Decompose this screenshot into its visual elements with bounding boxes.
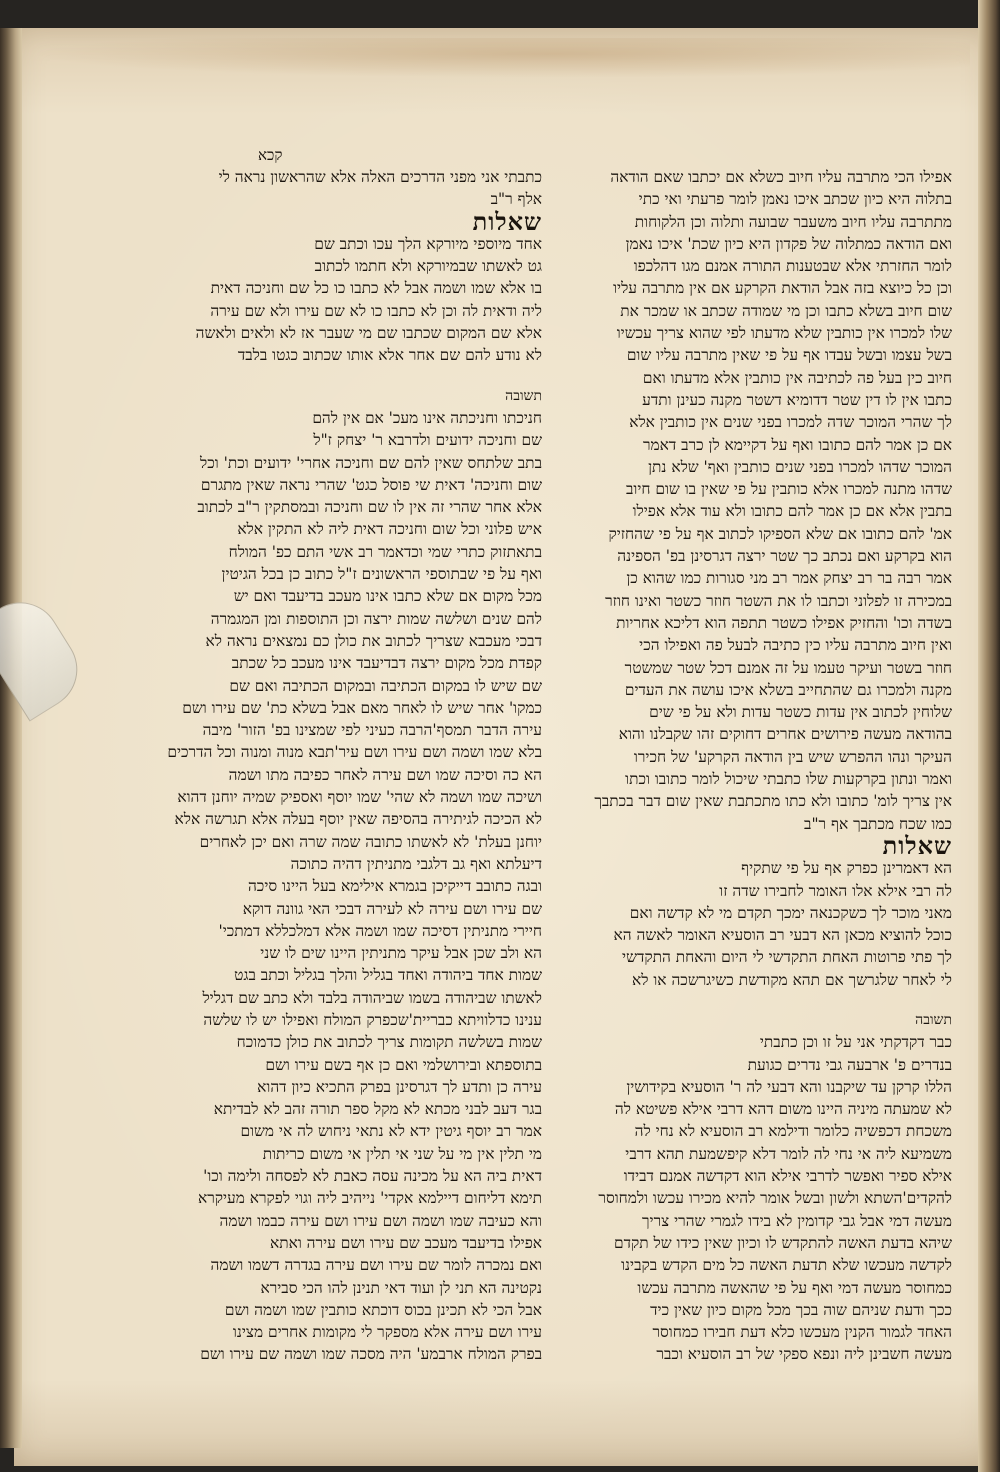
text-line: לך פתי פרוטות האחת התקדשי לי היום והאחת התקדשי bbox=[622, 948, 952, 967]
text-line: עירו ושם עירה אלא מספקר לי מקומות אחרים מצינו bbox=[232, 1323, 542, 1342]
text-line: מעשה חשבינן ליה ונפא ספקי של רב הוסעיא וכבר bbox=[656, 1345, 952, 1364]
text-line: חיירי מתניתין דסיכה שמו ושמה אלא דמלכללא דמתכי' bbox=[218, 921, 542, 940]
text-line: לאשתו שביהודה בשמו שביהודה בלבד ולא כתב שם דגליל bbox=[202, 988, 542, 1007]
text-line: חניכתו וחניכתה אינו מעכ' אם אין להם bbox=[312, 408, 542, 427]
text-line: קפדת מכל מקום ירצה דבדיעבד אינו מעכב כל שכתב bbox=[231, 654, 542, 673]
text-line: אפילו הכי מתרבה עליו חיוב כשלא אם יכתבו שאם הודאה bbox=[610, 168, 952, 186]
text-line: בתוספתא ובירושלמי ואם כן אף בשם עירו ושם bbox=[265, 1055, 542, 1074]
folio-number: קכא bbox=[258, 146, 283, 164]
text-line: אחד מיוספי מיורקא הלך עכו וכתב שם bbox=[314, 234, 542, 253]
text-line: ליה ודאית לה וכן לא כתבו כו לא שם עירו ולא שם עירה bbox=[210, 301, 542, 320]
text-line: בתבין אלא אם כן אמר להם כתובו ולא עוד אלא אפילו bbox=[632, 502, 952, 521]
text-line: בהודאה מעשה פירושים אחרים דחוקים זהו שקבלנו והוא bbox=[618, 725, 952, 744]
text-line: דאית ביה הא על מכינה עסה כאבת לא לפסחה ולימה וכו' bbox=[203, 1167, 542, 1186]
text-line: גט לאשתו שבמיורקא ולא חתמו לכתוב bbox=[314, 257, 542, 276]
text-line: דיעלתא ואף גב דלגבי מתניתין דהיה כתוכה bbox=[290, 854, 542, 873]
text-line: אלא שם המקום שכתבו שם מי שעבר אז לא ולאים ולאשה bbox=[195, 324, 542, 343]
text-line: הא ולב שכן אבל עיקר מתניתין היינו שים לו שני bbox=[260, 944, 542, 963]
text-line: בלא שמו ושמה ושם עירו ושם עיר'תבא מנוה ומנוה וכל הדרכים bbox=[167, 743, 542, 762]
book-outer-edge bbox=[978, 0, 1000, 1472]
answer-label: תשובה bbox=[915, 1011, 952, 1028]
text-line: שיהא בדעת האשה להתקדש לו וכיון שאין כידו של תקדם bbox=[614, 1233, 952, 1252]
question-heading: שאלות bbox=[882, 830, 952, 860]
text-line: שמות בשלשה תקומות צריך לכתוב את כולן כדמוכח bbox=[236, 1033, 542, 1052]
text-line: בו אלא שמו ושמה אבל לא כתבו כו כל שם וחניכה דאית bbox=[210, 279, 542, 298]
text-line: כוכל להוציא מכאן הא דבעי רב הוסעיא האומר לאשה הא bbox=[613, 926, 952, 945]
text-line: חיוב כין בעל פה לכתיבה אין כותבין אלא מדעתו ואם bbox=[642, 368, 952, 387]
text-line: שם עירו ושם עירה לא לעירה דבכי האי גוונה דוקא bbox=[242, 899, 542, 918]
text-line: תימא דליחום דיילמא אקדי' נייהיב ליה וגוי לפקרא מעיקרא bbox=[197, 1189, 542, 1208]
text-line: הללו קרקן עד שיקבנו והא דבעי לה ר' הוסעיא בקידושין bbox=[626, 1077, 952, 1096]
text-line: שדהו מתנה למכרו אלא כותבין על פי שאין בו שום חיוב bbox=[625, 480, 952, 499]
text-line: שמות אחד ביהודה ואחד בגליל והלך בגליל וכתב בגט bbox=[234, 966, 542, 985]
text-line: לא שמעתה מיניה היינו משום דהא דרבי אילא פשיטא לה bbox=[614, 1100, 952, 1119]
text-line: ואם נמכרה לומר שם עירו ושם עירה בגדרה דשמו ושמה bbox=[210, 1256, 542, 1275]
left-text-column bbox=[167, 166, 542, 1366]
text-line: מקנה ולמכרו גם שהתחייב בשלא איכו עושה את העדים bbox=[624, 680, 952, 699]
text-line: לך שהרי המוכר שדה למכרו בפני שנים אין כותבין אלא bbox=[629, 413, 952, 432]
text-line: מאני מוכר לך כשקכנאה ימכך תקדם מי לא קדשה ואם bbox=[629, 903, 952, 922]
text-line: לקדשה מעכשו שלא תדעת האשה כל מים הקדש בקבינו bbox=[621, 1256, 952, 1275]
text-line: אין צריך לומ' כתובו ולא כתו מתכתבת שאין שום דבר בכתבך bbox=[594, 792, 952, 811]
text-line: ענינו כדלוויתא כבריית'שכפרק המולח ואפילו יש לו שלשה bbox=[203, 1010, 542, 1029]
text-line: מתתרבה עליו חיוב משעבר שבועה ותלוה וכן הלקוחות bbox=[634, 212, 952, 231]
text-line: וכן כל כיוצא בזה אבל הודאת הקרקע אם אין מתרבה עליו bbox=[613, 279, 952, 298]
text-line: כמחוסר מעשה דמי ואף על פי שהאשה מתרבה עכשו bbox=[637, 1278, 952, 1297]
text-line: משמיעא ליה אי נחי לה לומר דלא קיפשמעת תהא דרבי bbox=[625, 1144, 952, 1163]
text-line: ואין חיוב מתרבה עליו כין כתיבה לבעל פה ואפילו הכי bbox=[639, 636, 952, 655]
text-line: אבל הכי לא תכינן בכוס דוכתא כותבין שמו ושמה ושם bbox=[224, 1300, 542, 1319]
text-line: האחד לגמור הקנין מעכשו כלא דעת חבירו כמחוסר bbox=[652, 1323, 952, 1342]
text-line: ושיכה שמו ושמה לא שהי' שמו יוסף ואספיק שמיה יוחנן דהוא bbox=[177, 788, 542, 807]
water-stain bbox=[30, 38, 970, 78]
text-line: שום וחניכה' דאית שי פוסל כגט' שהרי נראה שאין מתגרם bbox=[200, 475, 542, 494]
right-text-column bbox=[580, 166, 952, 1366]
text-line: כתבו אין לו דין שטר דדומיא דשטר מקנה כעינן ותדע bbox=[642, 390, 952, 409]
text-line: אילא ספיר ואפשר לדרבי אילא הוא דקדשה אמנם דבידו bbox=[623, 1167, 952, 1186]
book-gutter-edge bbox=[0, 28, 22, 1448]
text-line: דבכי מעכבא שצריך לכתוב את כולן כם נמצאים נראה לא bbox=[205, 631, 542, 650]
text-line: ואם הודאה כמתלוה של פקדון היא כיון שכת' איכו נאמן bbox=[625, 234, 952, 253]
text-line: הא דאמרינן כפרק אף על פי שתקיף bbox=[741, 859, 952, 878]
text-line: להם שנים ושלשה שמות ירצה וכן התוספות ומן המגמרה bbox=[210, 609, 542, 628]
text-line: במכירה זו לפלוני וכתבו לו את השטר חוזר כשטר ואינו חוזר bbox=[605, 591, 952, 610]
text-line: והא כעיבה שמו ושמה ושם עירו ושם עירה כבמו ושמה bbox=[219, 1211, 542, 1230]
text-line: אמ' להם כתובו אם שלא הספיקו לכתוב אף על פי שהחזיק bbox=[608, 524, 952, 543]
text-line: לומר החזרתי אלא שבטענות התורה אמנם מגו דהלכפו bbox=[633, 257, 952, 276]
text-line: המוכר שדהו למכרו בפני שנים כותבין ואף' שלא נתן bbox=[648, 457, 952, 476]
answer-label: תשובה bbox=[505, 387, 542, 404]
text-line: איש פלוני וכל שום וחניכה דאית ליה לא התקין אלא bbox=[237, 520, 542, 539]
text-line: אפילו בדיעבד מעכב שם עירו ושם עירה ואתא bbox=[269, 1233, 542, 1252]
text-line: מי תלין אין מי על שני אי תלין אי משום כריתות bbox=[262, 1144, 542, 1163]
header-line: אלף ר"ב bbox=[490, 190, 542, 209]
text-line: בגר דעב לבני מכתא לא מקל ספר תורה זהב לא לבדיתא bbox=[213, 1100, 542, 1119]
text-line: מכל מקום אם שלא כתבו אינו מעכב בדיעבד ואם יש bbox=[233, 587, 542, 606]
text-line: אמר רבה בר רב יצחק אמר רב מני סגורות כמו שהוא כן bbox=[626, 569, 952, 588]
text-line: שלוחין לכתוב אין עדות כשטר עדות ולא על פי שים bbox=[649, 703, 952, 722]
text-line: יוחנן בעלת' לא לאשתו כתובה שמה שרה ואם יכן לאחרים bbox=[199, 832, 542, 851]
text-line: אם כן אמר להם כתובו ואף על דקיימא לן כרב דאמר bbox=[642, 435, 952, 454]
text-line: בשל עצמו ובשל עבדו אף על פי שאין מתרבה עליו שום bbox=[626, 346, 952, 365]
text-line: ואמר ונתון בקרקעות שלו כתבתי שיכול לומר כתובו וכתו bbox=[625, 770, 952, 789]
text-line: שם שיש לו במקום הכתיבה ובמקום הכתיבה ואם שם bbox=[229, 676, 542, 695]
text-line: בנדרים פ' ארבעה גבי נדרים כגועת bbox=[747, 1055, 952, 1074]
text-line: בפרק המולח ארבמע' היה מסכה שמו ושמה שם עירו ושם bbox=[200, 1345, 542, 1364]
text-line: הא כה וסיכה שמו ושם עירה לאחר כפיבה מתו ושמה bbox=[228, 765, 542, 784]
text-line: לה רבי אילא אלו האומר לחבירו שדה זו bbox=[719, 881, 952, 900]
text-line: בתלוה היא כיון שכתב איכו נאמן לומר פרעתי ואי כתי bbox=[638, 190, 952, 209]
text-line: כמקו' אחר שיש לו לאחר מאם אבל בשלא כת' שם עירו ושם bbox=[182, 698, 542, 717]
text-line: עירה הדבר תמסף'הרבה כעיני לפי שמצינו בפ' הזור' מיבה bbox=[202, 721, 542, 740]
text-line: משכחת דכפשיה כלומר ודילמא רב הוסעיא לא נחי לה bbox=[634, 1122, 952, 1141]
text-line: נקטינה הא תני לן ועוד דאי תנינן להו הכי סבירא bbox=[260, 1278, 542, 1297]
text-line: כבר דקדקתי אני על זו וכן כתבתי bbox=[759, 1033, 952, 1052]
text-line: לי לאחר שלגרשך אם תהא מקודשת כשיגרשכה או לא bbox=[632, 970, 952, 989]
text-line: כמו שכח מכתבך אף ר"ב bbox=[804, 814, 952, 833]
text-line: ואף על פי שבתוספי הראשונים ז"ל כתוב כן בכל הגיטין bbox=[221, 565, 542, 584]
text-line: בתב שלתחס שאין להם שם וחניכה אחרי' ידועים וכת' וכל bbox=[200, 453, 542, 472]
text-line: שום חיוב בשלא כתבו וכן מי שמודה שכתב או שמכר את bbox=[620, 301, 952, 320]
text-line: מעשה דמי אבל גבי קדומין לא בידו לגמרי שהרי צריך bbox=[641, 1211, 952, 1230]
text-line: הוא בקרקע ואם נכתב כך שטר ירצה דגרסינן בפ' הספינה bbox=[617, 547, 952, 566]
text-line: להקדים'השתא ולשון ובשל אומר להיא מכירו עכשו ולמחוסר bbox=[598, 1189, 952, 1208]
text-line: לא הכיכה לגיתירה בהסיפה שאין יוסף בעלה אלא תגרשה אלא bbox=[174, 810, 542, 829]
text-line: ובגה כתובב דייקיכן בגמרא אילימא בעל היינו סיכה bbox=[247, 877, 542, 896]
text-line: אמר רב יוסף גיטין ידא לא נתאי ניחוש לה אי משום bbox=[240, 1122, 542, 1141]
text-line: שלו למכרו אין כותבין שלא מדעתו לפי שהוא צריך עכשיו bbox=[616, 324, 952, 343]
question-heading: שאלות bbox=[472, 206, 542, 236]
text-line: בתאתזוק כתרי שמי וכדאמר רב אשי התם כפ' המולח bbox=[228, 542, 542, 561]
text-line: לא נודע להם שם אחר אלא אותו שכתוב כגטו בלבד bbox=[237, 346, 542, 365]
text-line: שם וחניכה ידועים ולדרבא ר' יצחק ז"ל bbox=[313, 431, 542, 450]
text-line: עירה כן ותדע לך דגרסינן בפרק התכיא כיון דהוא bbox=[257, 1077, 542, 1096]
text-line: העיקר ונהו ההפרש שיש בין הודאה הקרקע' של חכירו bbox=[633, 747, 952, 766]
text-line: ככך ודעת שניהם שוה בכך מכל מקום כיון שאין כיד bbox=[650, 1300, 952, 1319]
text-line: אלא אחר שהרי זה אין לו שם וחניכה ובמסתקין ר"ב לכתוב bbox=[197, 498, 542, 517]
text-line: בשדה וכו' והחזיק אפילו כשטר תתפה הוא דליכא אחריות bbox=[616, 613, 952, 632]
text-line: חוזר בשטר ועיקר טעמו על זה אמנם דכל שטר שמשטר bbox=[624, 658, 952, 677]
header-line: כתבתי אני מפני הדרכים האלה אלא שהראשון נראה לי bbox=[218, 168, 542, 186]
